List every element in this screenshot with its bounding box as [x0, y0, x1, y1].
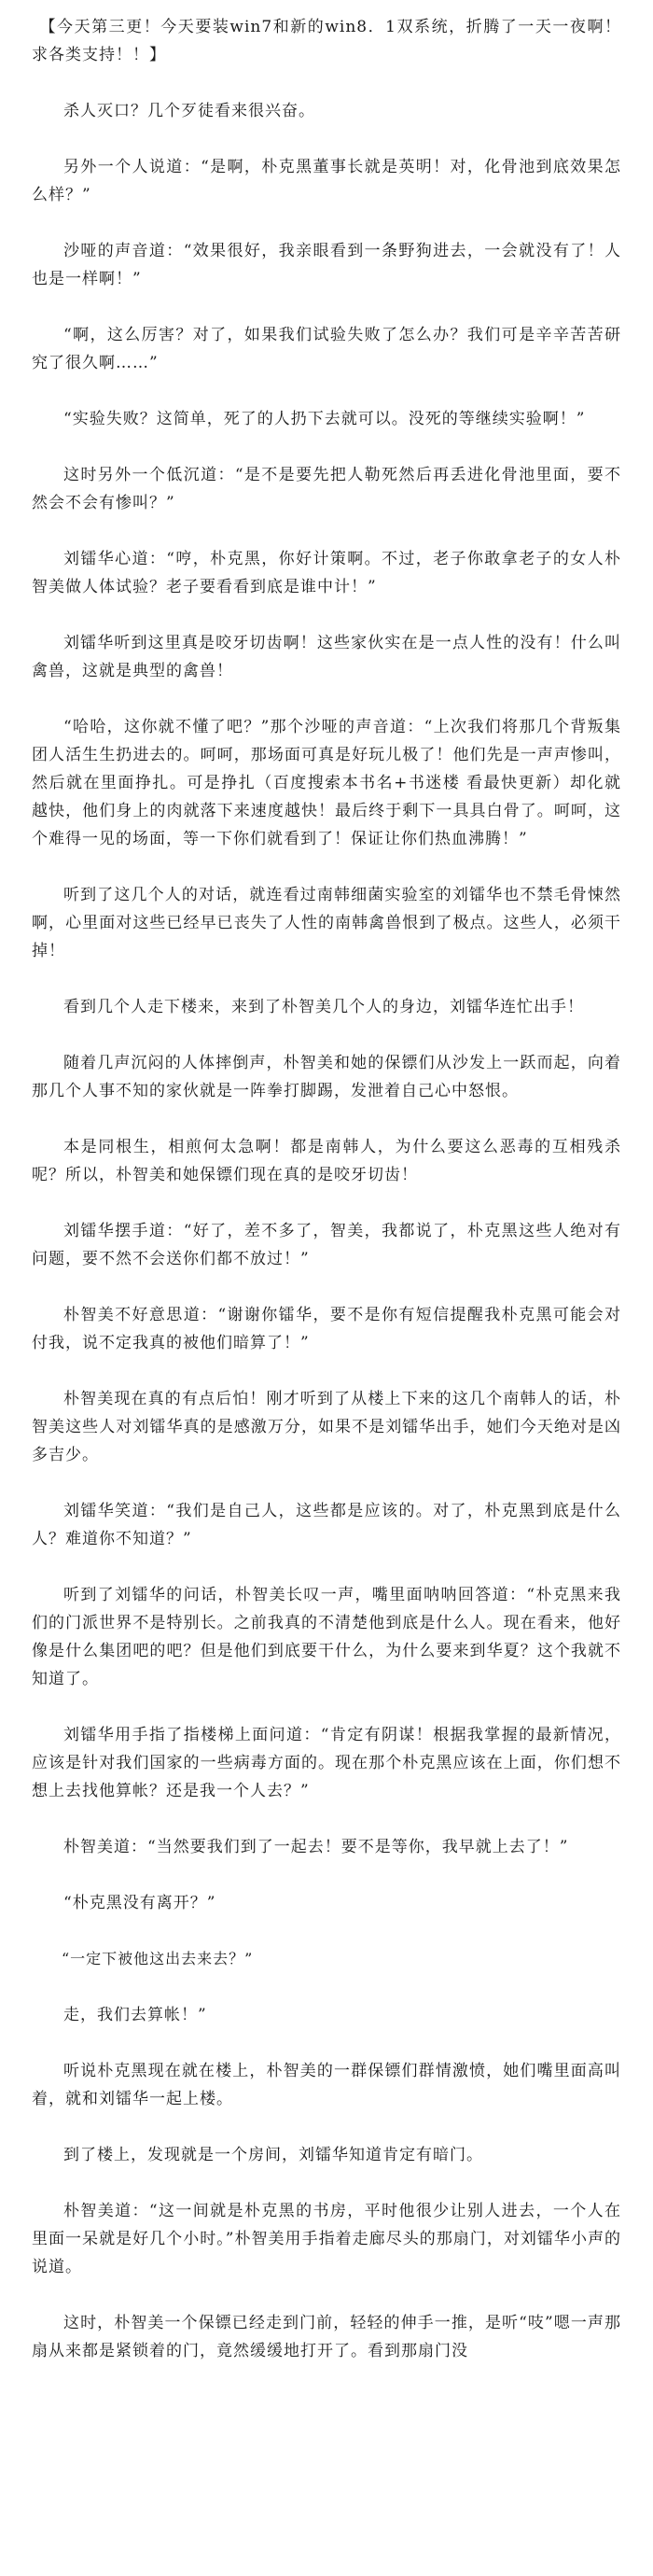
paragraph: 听说朴克黑现在就在楼上，朴智美的一群保镖们群情激愤，她们嘴里面高叫着，就和刘镭华一起上楼。: [32, 2062, 621, 2108]
paragraph: 走，我们去算帐！”: [63, 2006, 207, 2024]
paragraph: 另外一个人说道：“是啊，朴克黑董事长就是英明！对，化骨池到底效果怎么样？”: [32, 158, 621, 204]
paragraph: “实验失败？这简单，死了的人扔下去就可以。没死的等继续实验啊！”: [63, 410, 586, 428]
paragraph: 这时另外一个低沉道：“是不是要先把人勒死然后再丢进化骨池里面，要不然会不会有惨叫？”: [32, 466, 621, 512]
paragraph: 刘镭华摆手道：“好了，差不多了，智美，我都说了，朴克黑这些人绝对有问题，要不然不会送你们都不放过！”: [32, 1222, 621, 1268]
paragraph: 刘镭华笑道：“我们是自己人，这些都是应该的。对了，朴克黑到底是什么人？难道你不知道？”: [32, 1502, 621, 1548]
paragraph: 刘镭华听到这里真是咬牙切齿啊！这些家伙实在是一点人性的没有！什么叫禽兽，这就是典型的禽兽！: [32, 634, 621, 680]
paragraph: 刘镭华用手指了指楼梯上面问道：“肯定有阴谋！根据我掌握的最新情况，应该是针对我们国家的一些病毒方面的。现在那个朴克黑应该在上面，你们想不想上去找他算帐？还是我一个人去？”: [32, 1726, 621, 1800]
paragraph: 朴智美道：“这一间就是朴克黑的书房，平时他很少让别人进去，一个人在里面一呆就是好几个小时。”朴智美用手指着走廊尽头的那扇门，对刘镭华小声的说道。: [32, 2202, 621, 2276]
paragraph: 到了楼上，发现就是一个房间，刘镭华知道肯定有暗门。: [63, 2146, 483, 2164]
paragraph: “啊，这么厉害？对了，如果我们试验失败了怎么办？我们可是辛辛苦苦研究了很久啊……”: [32, 326, 621, 372]
paragraph: 本是同根生，相煎何太急啊！都是南韩人，为什么要这么恶毒的互相残杀呢？所以，朴智美和她保镖们现在真的是咬牙切齿！: [32, 1138, 621, 1184]
paragraph: 沙哑的声音道：“效果很好，我亲眼看到一条野狗进去，一会就没有了！人也是一样啊！”: [32, 242, 621, 288]
paragraph: 随着几声沉闷的人体摔倒声，朴智美和她的保镖们从沙发上一跃而起，向着那几个人事不知的家伙就是一阵拳打脚踢，发泄着自己心中怒恨。: [32, 1054, 621, 1100]
paragraph: 刘镭华心道：“哼，朴克黑，你好计策啊。不过，老子你敢拿老子的女人朴智美做人体试验？老子要看看到底是谁中计！”: [32, 550, 621, 596]
paragraph: “一定下被他这出去来去？”: [62, 1950, 254, 1967]
paragraph: 看到几个人走下楼来，来到了朴智美几个人的身边，刘镭华连忙出手！: [63, 998, 584, 1016]
paragraph: 这时，朴智美一个保镖已经走到门前，轻轻的伸手一推，是听“吱”嗯一声那扇从来都是紧锁着的门，竟然缓缓地打开了。看到那扇门没: [32, 2314, 621, 2360]
author-note: 【今天第三更！今天要装win7和新的win8．1双系统，折腾了一天一夜啊！求各类支持！！】: [32, 18, 621, 64]
paragraph: 朴智美道：“当然要我们到了一起去！要不是等你，我早就上去了！”: [63, 1838, 569, 1856]
paragraph: 朴智美不好意思道：“谢谢你镭华，要不是你有短信提醒我朴克黑可能会对付我，说不定我真的被他们暗算了！”: [32, 1306, 621, 1352]
paragraph: “哈哈，这你就不懂了吧？”那个沙哑的声音道：“上次我们将那几个背叛集团人活生生扔进去的。呵呵，那场面可真是好玩儿极了！他们先是一声声惨叫，然后就在里面挣扎。可是挣扎（百度搜索本书名+书迷楼 看最快更新）却化就越快，他们身上的肉就落下来速度越快！最后终于剩下一具具白骨了。呵呵，这个难得一见的场面，等一下你们就看到了！保证让你们热血沸腾！”: [32, 718, 621, 848]
paragraph: 听到了刘镭华的问话，朴智美长叹一声，嘴里面呐呐回答道：“朴克黑来我们的门派世界不是特别长。之前我真的不清楚他到底是什么人。现在看来，他好像是什么集团吧的吧？但是他们到底要干什么，为什么要来到华夏？这个我就不知道了。: [32, 1586, 621, 1688]
paragraph: 听到了这几个人的对话，就连看过南韩细菌实验室的刘镭华也不禁毛骨悚然啊，心里面对这些已经早已丧失了人性的南韩禽兽恨到了极点。这些人，必须干掉！: [32, 886, 621, 960]
paragraph: 杀人灭口？几个歹徒看来很兴奋。: [63, 102, 315, 120]
paragraph: 朴智美现在真的有点后怕！刚才听到了从楼上下来的这几个南韩人的话，朴智美这些人对刘镭华真的是感激万分，如果不是刘镭华出手，她们今天绝对是凶多吉少。: [32, 1390, 621, 1464]
paragraph: “朴克黑没有离开？”: [63, 1894, 216, 1912]
